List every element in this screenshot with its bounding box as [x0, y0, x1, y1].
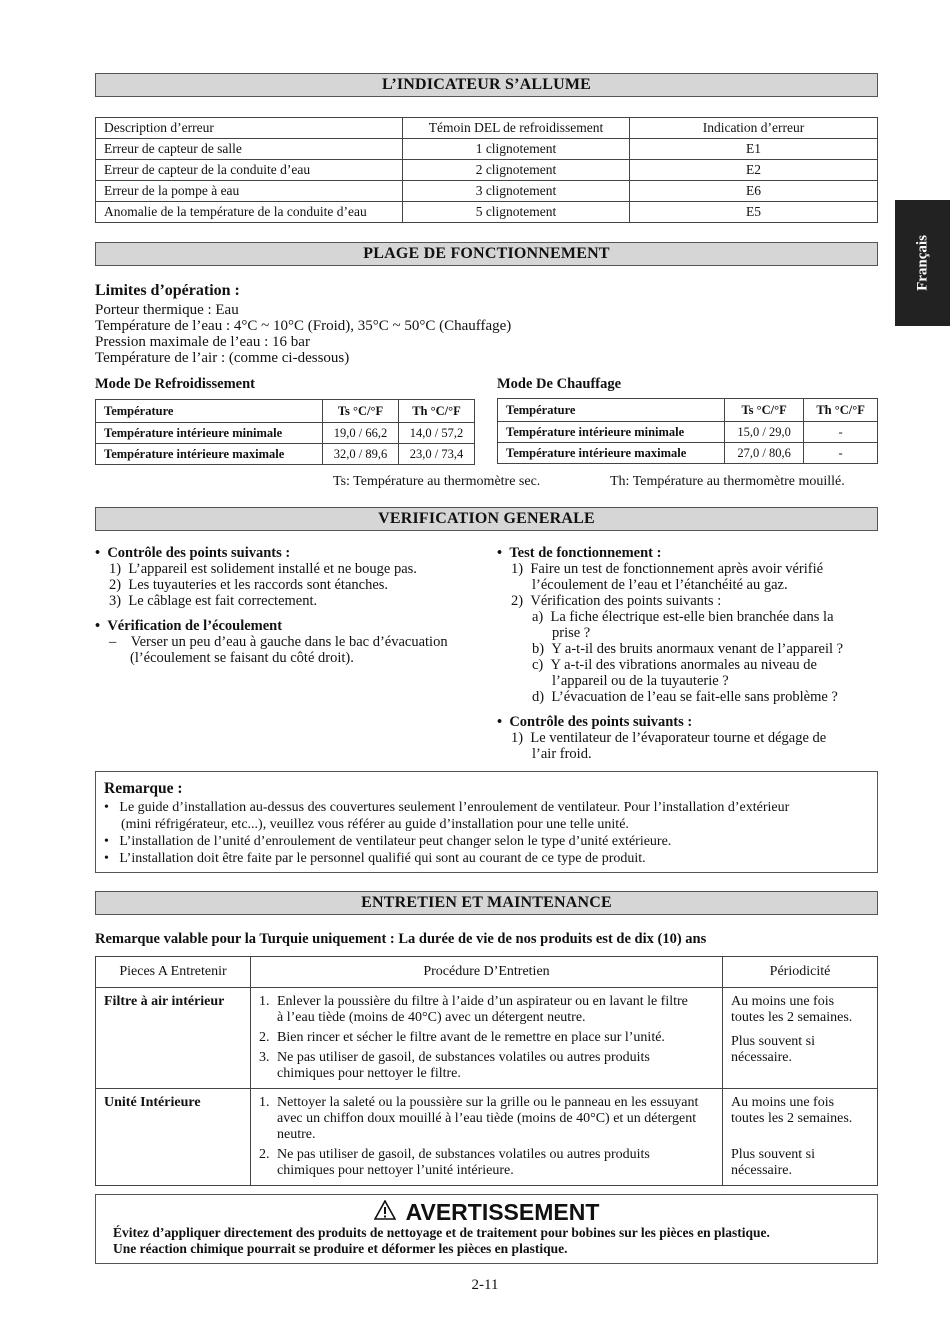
table-cell: Température intérieure minimale — [498, 422, 725, 443]
part-name: Filtre à air intérieur — [96, 988, 251, 1089]
table-cell: 5 clignotement — [403, 202, 630, 223]
cooling-mode-title: Mode De Refroidissement — [95, 376, 256, 392]
remark-box — [95, 771, 878, 873]
section-header-indicator: L’INDICATEUR S’ALLUME — [95, 73, 878, 97]
bullet-icon: • — [95, 618, 108, 634]
note-ts: Ts: Température au thermomètre sec. — [333, 474, 541, 489]
procedure-text: Nettoyer la saleté ou la poussière sur la grille ou le panneau en les essuyant — [277, 1095, 699, 1110]
sub-item-text: L’évacuation de l’eau se fait-elle sans problème ? — [551, 689, 838, 705]
procedure-text: avec un chiffon doux mouillé à l’eau tiède (moins de 40°C) et un détergent — [277, 1111, 697, 1126]
list-item-text: Faire un test de fonctionnement après avoir vérifié — [530, 561, 824, 577]
heating-mode-title: Mode De Chauffage — [497, 376, 622, 392]
sub-item: a) La fiche électrique est-elle bien branchée dans la — [532, 609, 834, 625]
table-header: Périodicité — [723, 957, 878, 988]
table-header: Témoin DEL de refroidissement — [403, 118, 630, 139]
remark-item — [104, 850, 869, 867]
table-cell: 32,0 / 89,6 — [323, 444, 399, 465]
table-row — [96, 118, 878, 139]
error-table — [95, 117, 878, 223]
warning-line: Une réaction chimique pourrait se produire et déformer les pièces en plastique. — [113, 1241, 568, 1256]
remark-item — [104, 799, 869, 816]
table-row — [96, 423, 475, 444]
list-item-text: Les tuyauteries et les raccords sont étanches. — [128, 577, 389, 593]
table-cell: E6 — [630, 181, 878, 202]
period-text: Au moins une fois — [731, 1095, 835, 1110]
procedure-cell: 1. Nettoyer la saleté ou la poussière sur la grille ou le panneau en les essuyant avec un chiffon doux mouillé à l’eau tiède (moins de 40°C) et un détergent neutre. 2. Ne pas utiliser de gasoil, de substances volatiles ou autres produits chimiques pour nettoyer l’unité intérieure. — [251, 1089, 723, 1186]
remark-cont: (mini réfrigérateur, etc...), veuillez vous référer au guide d’installation pour une telle unité. — [121, 817, 629, 832]
part-name: Unité Intérieure — [96, 1089, 251, 1186]
bullet-icon: • — [104, 851, 120, 866]
table-row — [498, 443, 878, 464]
table-cell: - — [804, 422, 878, 443]
table-cell: 14,0 / 57,2 — [399, 423, 475, 444]
list-item: 1) Le ventilateur de l’évaporateur tourne et dégage de — [511, 730, 827, 746]
procedure-text: chimiques pour nettoyer l’unité intérieure. — [277, 1163, 514, 1178]
table-header: Ts °C/°F — [725, 399, 804, 422]
procedure-text: neutre. — [277, 1127, 316, 1142]
table-cell: Erreur de capteur de la conduite d’eau — [96, 160, 403, 181]
period-cell — [723, 1089, 878, 1186]
table-cell: Erreur de la pompe à eau — [96, 181, 403, 202]
table-header: Température — [96, 400, 323, 423]
table-cell: Température intérieure minimale — [96, 423, 323, 444]
list-item: – Verser un peu d’eau à gauche dans le bac d’évacuation — [109, 634, 448, 650]
procedure-text: Ne pas utiliser de gasoil, de substances volatiles ou autres produits — [277, 1147, 650, 1162]
table-row — [96, 139, 878, 160]
section-header-maintenance: ENTRETIEN ET MAINTENANCE — [95, 891, 878, 915]
language-tab-label: Français — [914, 235, 930, 291]
verification-left — [95, 545, 475, 666]
table-cell: Température intérieure maximale — [498, 443, 725, 464]
table-header: Th °C/°F — [399, 400, 475, 423]
note-th: Th: Température au thermomètre mouillé. — [610, 474, 845, 489]
table-row — [498, 399, 878, 422]
table-cell: 23,0 / 73,4 — [399, 444, 475, 465]
table-cell: 2 clignotement — [403, 160, 630, 181]
table-cell: Erreur de capteur de salle — [96, 139, 403, 160]
bullet-icon: • — [104, 834, 120, 849]
list-item-cont: (l’écoulement se faisant du côté droit). — [130, 650, 354, 666]
list-item: 2) Les tuyauteries et les raccords sont étanches. — [109, 577, 389, 593]
drain-title: Vérification de l’écoulement — [107, 618, 283, 634]
cooling-table — [95, 399, 475, 465]
table-row — [96, 400, 475, 423]
sub-item: d) L’évacuation de l’eau se fait-elle sans problème ? — [532, 689, 838, 705]
table-row — [498, 422, 878, 443]
list-item: 1) Faire un test de fonctionnement après avoir vérifié — [511, 561, 824, 577]
list-item-text: Verser un peu d’eau à gauche dans le bac d’évacuation — [130, 634, 448, 650]
table-header: Température — [498, 399, 725, 422]
table-header: Ts °C/°F — [323, 400, 399, 423]
limit-line: Température de l’air : (comme ci-dessous) — [95, 350, 350, 366]
table-cell: 1 clignotement — [403, 139, 630, 160]
table-cell: 15,0 / 29,0 — [725, 422, 804, 443]
period-text: nécessaire. — [731, 1050, 793, 1065]
list-item-cont: l’air froid. — [532, 746, 592, 762]
language-tab — [895, 200, 950, 326]
list-item: 1) L’appareil est solidement installé et ne bouge pas. — [109, 561, 417, 577]
warning-line: Évitez d’appliquer directement des produits de nettoyage et de traitement pour bobines sur les pièces en plastique. — [113, 1225, 770, 1240]
table-row — [96, 1089, 878, 1186]
list-item-text: L’appareil est solidement installé et ne bouge pas. — [128, 561, 417, 577]
sub-item: c) Y a-t-il des vibrations anormales au niveau de — [532, 657, 817, 673]
limit-line: Porteur thermique : Eau — [95, 302, 239, 318]
section-header-verification: VERIFICATION GENERALE — [95, 507, 878, 531]
remark-title: Remarque : — [104, 780, 183, 797]
table-cell: 19,0 / 66,2 — [323, 423, 399, 444]
sub-item-text: Y a-t-il des bruits anormaux venant de l’appareil ? — [551, 641, 844, 657]
procedure-text: Ne pas utiliser de gasoil, de substances volatiles ou autres produits — [277, 1050, 650, 1065]
sub-item-cont: l’appareil ou de la tuyauterie ? — [552, 673, 729, 689]
period-text: nécessaire. — [731, 1163, 793, 1178]
list-item-text: Le câblage est fait correctement. — [128, 593, 318, 609]
table-row — [96, 988, 878, 1089]
procedure-text: chimiques pour nettoyer le filtre. — [277, 1066, 461, 1081]
checklist-title: Contrôle des points suivants : — [107, 545, 291, 561]
test-title: Test de fonctionnement : — [509, 545, 662, 561]
limits-title: Limites d’opération : — [95, 282, 240, 299]
table-row — [96, 181, 878, 202]
section-header-range: PLAGE DE FONCTIONNEMENT — [95, 242, 878, 266]
warning-header — [96, 1199, 877, 1226]
limit-line: Pression maximale de l’eau : 16 bar — [95, 334, 310, 350]
table-cell: E5 — [630, 202, 878, 223]
procedure-text: Enlever la poussière du filtre à l’aide d’un aspirateur ou en lavant le filtre — [277, 994, 688, 1009]
period-text: Au moins une fois — [731, 994, 835, 1009]
table-cell: 3 clignotement — [403, 181, 630, 202]
heating-table — [497, 398, 878, 464]
sub-item: b) Y a-t-il des bruits anormaux venant de l’appareil ? — [532, 641, 844, 657]
period-text: toutes les 2 semaines. — [731, 1111, 853, 1126]
remark-text: L’installation doit être faite par le personnel qualifié qui sont au courant de ce type de produit. — [119, 851, 646, 866]
turkey-note: Remarque valable pour la Turquie uniquement : La durée de vie de nos produits est de dix (10) ans — [95, 931, 707, 947]
period-text: Plus souvent si — [731, 1034, 816, 1049]
period-text: toutes les 2 semaines. — [731, 1010, 853, 1025]
warning-triangle-icon — [374, 1200, 396, 1225]
verification-right — [497, 545, 878, 762]
warning-box — [95, 1194, 878, 1264]
limits-list — [95, 302, 511, 366]
table-cell: - — [804, 443, 878, 464]
limit-line: Température de l’eau : 4°C ~ 10°C (Froid), 35°C ~ 50°C (Chauffage) — [95, 318, 512, 334]
table-header: Indication d’erreur — [630, 118, 878, 139]
checklist2-title: Contrôle des points suivants : — [509, 714, 693, 730]
maintenance-table — [95, 956, 878, 1186]
table-header: Description d’erreur — [96, 118, 403, 139]
table-cell: Anomalie de la température de la conduite d’eau — [96, 202, 403, 223]
table-cell: E2 — [630, 160, 878, 181]
procedure-text: Bien rincer et sécher le filtre avant de le remettre en place sur l’unité. — [277, 1030, 665, 1045]
table-row — [96, 957, 878, 988]
warning-text — [113, 1225, 770, 1257]
list-item-text: Vérification des points suivants : — [530, 593, 722, 609]
table-row — [96, 202, 878, 223]
list-item-text: Le ventilateur de l’évaporateur tourne et dégage de — [530, 730, 827, 746]
table-row — [96, 160, 878, 181]
bullet-icon: • — [497, 714, 510, 730]
sub-item-cont: prise ? — [552, 625, 591, 641]
list-item: 3) Le câblage est fait correctement. — [109, 593, 318, 609]
page-number: 2-11 — [471, 1277, 499, 1293]
table-header: Pieces A Entretenir — [96, 957, 251, 988]
table-cell: 27,0 / 80,6 — [725, 443, 804, 464]
bullet-icon: • — [95, 545, 108, 561]
table-header: Th °C/°F — [804, 399, 878, 422]
remark-text: L’installation de l’unité d’enroulement de ventilateur peut changer selon le type d’unité extérieure. — [119, 834, 672, 849]
table-cell: Température intérieure maximale — [96, 444, 323, 465]
procedure-cell: 1. Enlever la poussière du filtre à l’aide d’un aspirateur ou en lavant le filtre à l’eau tiède (moins de 40°C) avec un détergent neutre. 2. Bien rincer et sécher le filtre avant de le remettre en place sur l’unité. 3. Ne pas utiliser de gasoil, de substances volatiles ou autres produits chimiques pour nettoyer le filtre. — [251, 988, 723, 1089]
sub-item-text: La fiche électrique est-elle bien branchée dans la — [550, 609, 834, 625]
table-row — [96, 444, 475, 465]
remark-text: Le guide d’installation au-dessus des couvertures seulement l’enroulement de ventilateur. Pour l’installation d’extérieur — [119, 800, 790, 815]
remark-item — [104, 833, 869, 850]
bullet-icon: • — [497, 545, 510, 561]
list-item-cont: l’écoulement de l’eau et l’étanchéité au gaz. — [532, 577, 788, 593]
bullet-icon: • — [104, 800, 120, 815]
sub-item-text: Y a-t-il des vibrations anormales au niveau de — [550, 657, 817, 673]
procedure-text: à l’eau tiède (moins de 40°C) avec un détergent neutre. — [277, 1010, 586, 1025]
table-cell: E1 — [630, 139, 878, 160]
warning-title: AVERTISSEMENT — [405, 1199, 600, 1225]
period-cell — [723, 988, 878, 1089]
table-header: Procédure D’Entretien — [251, 957, 723, 988]
list-item: 2) Vérification des points suivants : — [511, 593, 722, 609]
period-text: Plus souvent si — [731, 1147, 816, 1162]
